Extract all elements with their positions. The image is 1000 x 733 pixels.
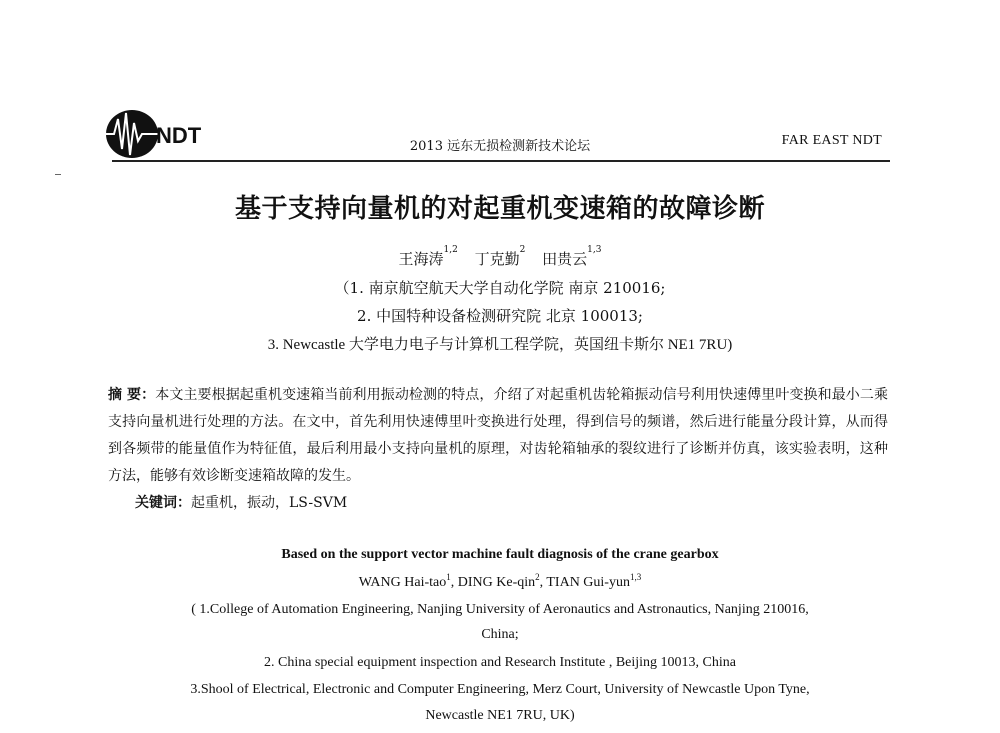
english-author: TIAN Gui-yun$^{1,3}$ (546, 572, 642, 590)
forum-name: 2013 远东无损检测新技术论坛 (409, 139, 591, 154)
abstract-label: 摘 要： (108, 387, 156, 403)
abstract-text: 本文主要根据起重机变速箱当前利用振动检测的特点，介绍了对起重机齿轮箱振动信号利用快速傅里叶变换和最小二乘支持向量机进行处理的方法。在文中，首先利用快速傅里叶变换进行处理，得到信号的频谱，然后进行能量分段计算，从而得到各频带的能量值作为特征值，最后利用最小支持向量机的原理，对齿轮箱轴承的裂纹进行了诊断并仿真，该实验表明，这种方法，能够有效诊断变速箱故障的发生。 (108, 387, 888, 484)
keywords (135, 492, 347, 512)
english-author: WANG Hai-tao$^1$, (358, 572, 458, 590)
logo-text: NDT (156, 123, 202, 148)
ndt-logo (100, 105, 210, 163)
affiliation-2: 2. 中国特种设备检测研究院 北京 100013; (357, 307, 643, 325)
author: 田贵云$^{1,3}$ (542, 245, 602, 268)
english-affiliation-1: ( 1.College of Automation Engineering, Nanjing University of Aeronautics and Astronautics, Nanjing 210016, (191, 602, 809, 617)
keywords-text: 起重机，振动，LS-SVM (191, 495, 348, 511)
affiliation-3: 3. Newcastle 大学电力电子与计算机工程学院，英国纽卡斯尔 NE1 7RU) (267, 337, 733, 353)
english-affiliation-3-cont: Newcastle NE1 7RU, UK) (425, 708, 575, 723)
abstract (108, 382, 888, 490)
english-affiliation-3: 3.Shool of Electrical, Electronic and Computer Engineering, Merz Court, University of Newcastle Upon Tyne, (190, 682, 810, 697)
margin-mark (55, 174, 61, 175)
author-list (0, 245, 1000, 269)
author: 丁克勤$^2$ (474, 245, 526, 268)
author: 王海涛$^{1,2}$ (398, 245, 458, 268)
english-affiliation-2: 2. China special equipment inspection and Research Institute , Beijing 10013, China (263, 655, 736, 670)
english-title: Based on the support vector machine fault diagnosis of the crane gearbox (281, 547, 719, 562)
english-author: DING Ke-qin$^2$, (457, 572, 547, 590)
far-east-ndt-label: FAR EAST NDT (781, 133, 882, 148)
affiliation-1: （1. 南京航空航天大学自动化学院 南京 210016; (334, 279, 666, 297)
english-author-list (0, 572, 1000, 591)
english-affiliation-1-cont: China; (481, 627, 519, 642)
keywords-label: 关键词： (135, 495, 191, 511)
header-divider (112, 160, 890, 162)
paper-title: 基于支持向量机的对起重机变速箱的故障诊断 (234, 194, 765, 224)
